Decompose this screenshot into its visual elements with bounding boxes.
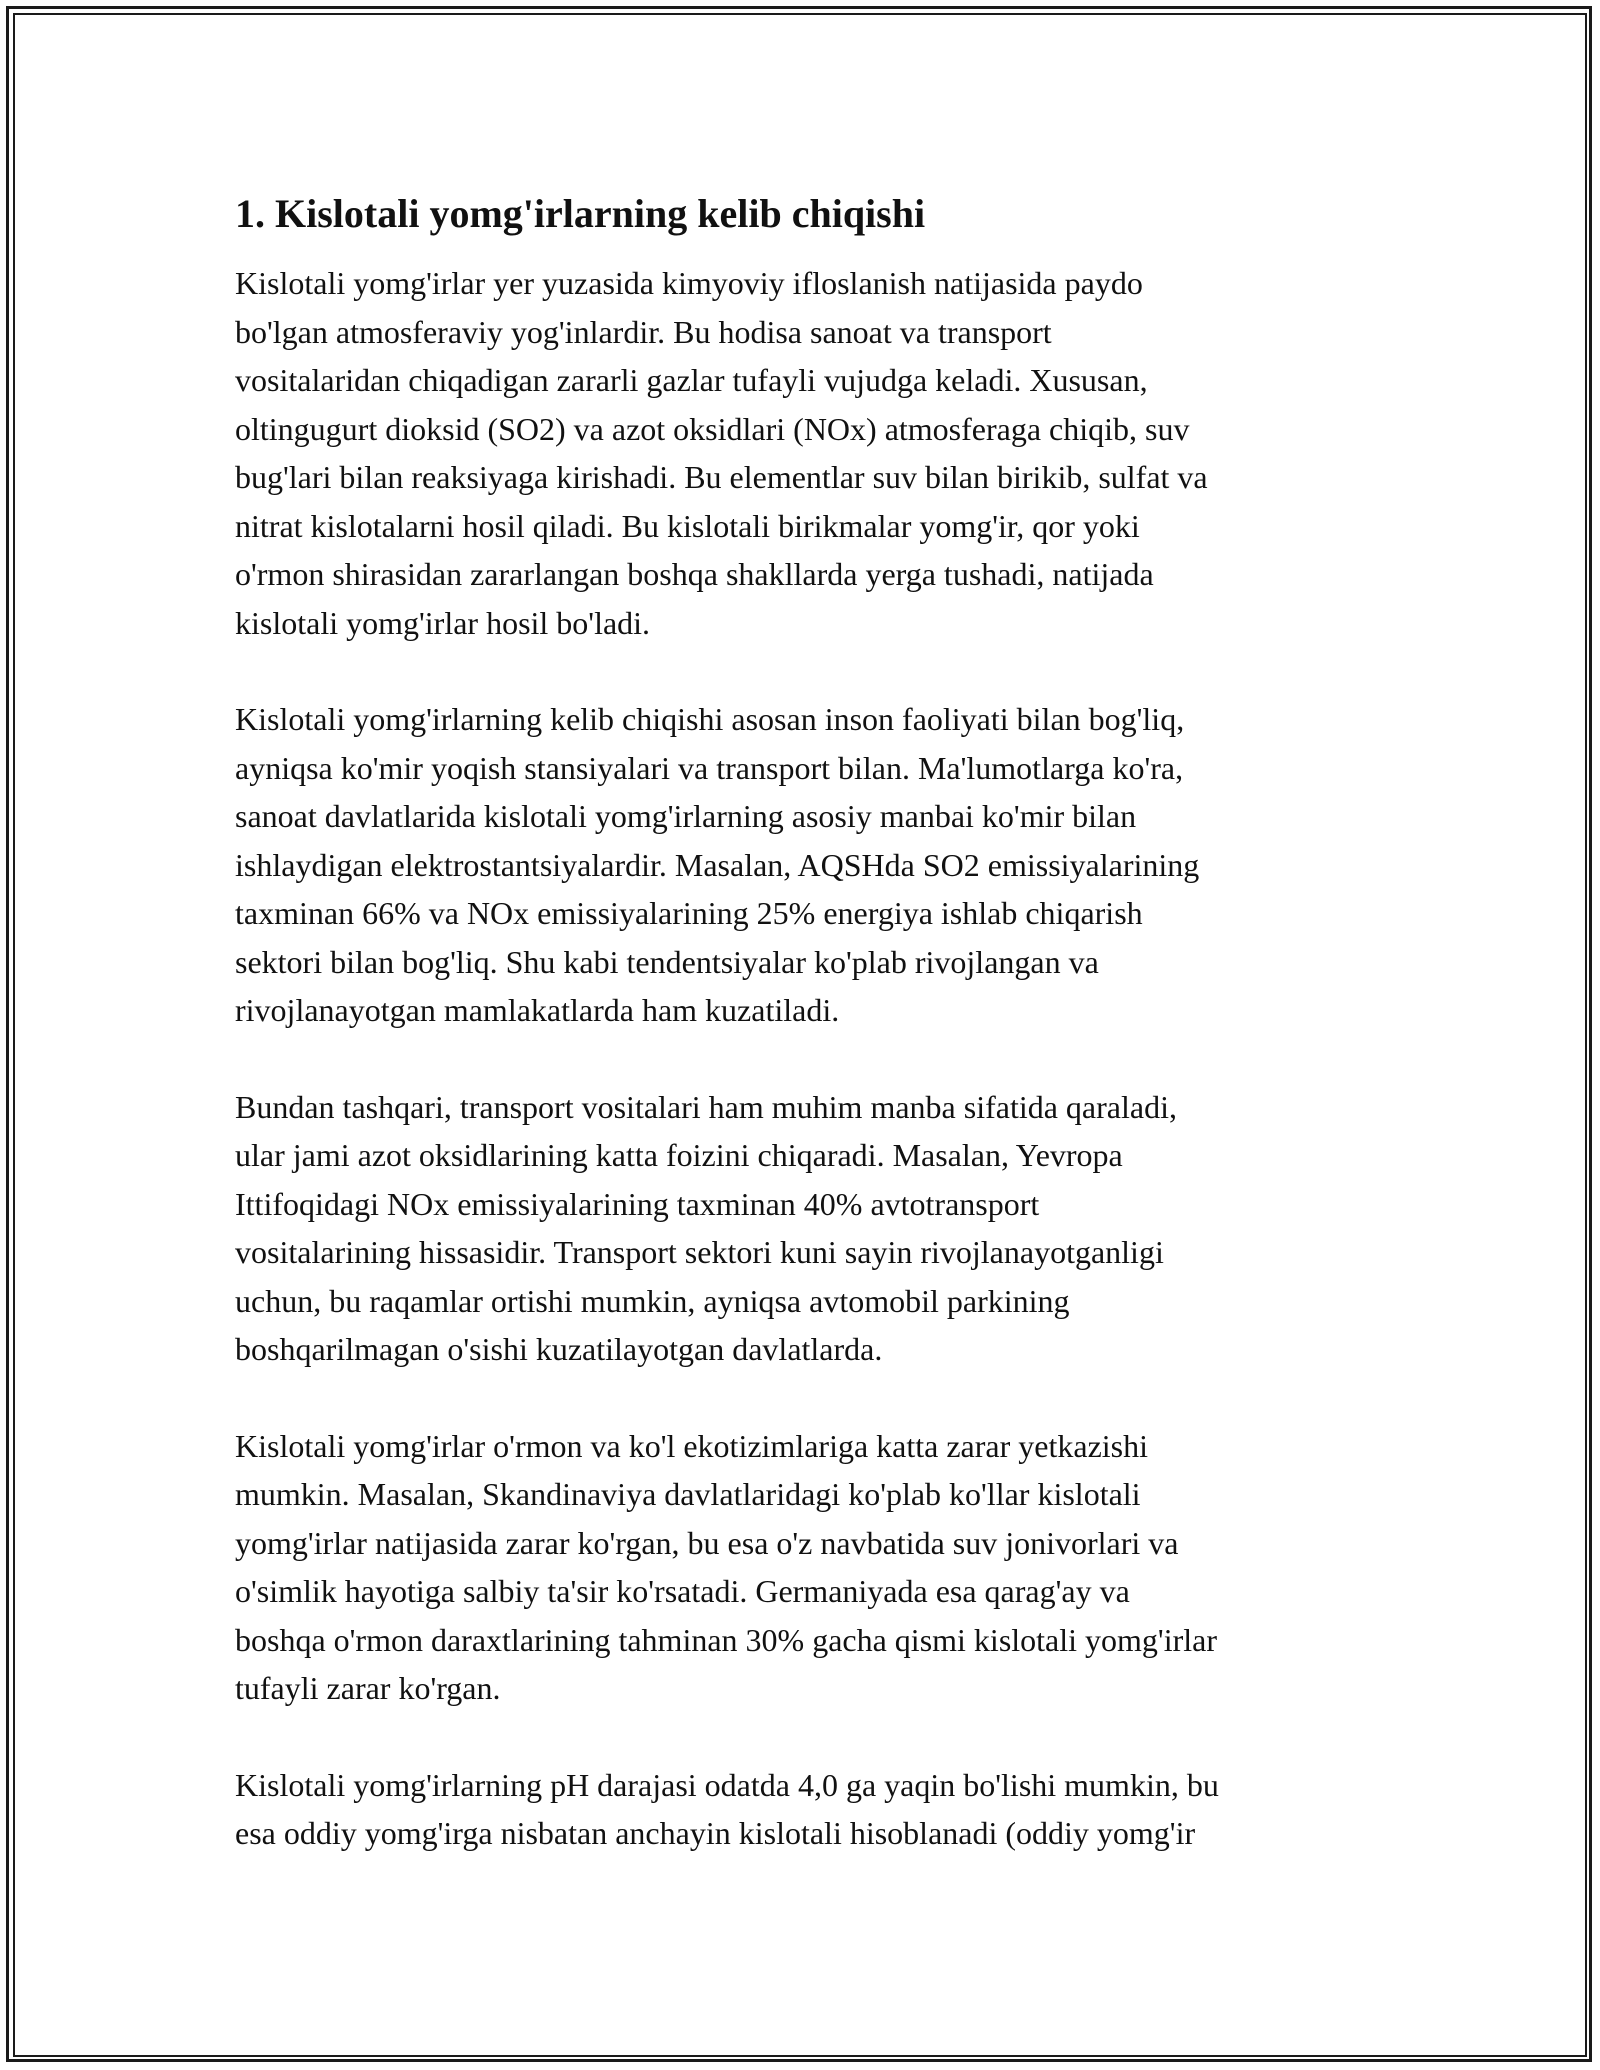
paragraph-line: boshqa o'rmon daraxtlarining tahminan 30% gacha qismi kislotali yomg'irlar xyxy=(235,1621,1217,1658)
paragraph-line: Kislotali yomg'irlar yer yuzasida kimyoviy ifloslanish natijasida paydo xyxy=(235,265,1143,301)
paragraph-line: nitrat kislotalarni hosil qiladi. Bu kislotali birikmalar yomg'ir, qor yoki xyxy=(235,507,1140,544)
paragraph-line: kislotali yomg'irlar hosil bo'ladi. xyxy=(235,604,651,641)
paragraph-line: oltingugurt dioksid (SO2) va azot oksidlari (NOx) atmosferaga chiqib, suv xyxy=(235,410,1190,447)
paragraph-line: vositalarining hissasidir. Transport sektori kuni sayin rivojlanayotganligi xyxy=(235,1234,1164,1270)
paragraph-line: Bundan tashqari, transport vositalari ham muhim manba sifatida qaraladi, xyxy=(235,1088,1177,1125)
paragraph-line: o'rmon shirasidan zararlangan boshqa shakllarda yerga tushadi, natijada xyxy=(235,556,1154,592)
paragraph-line: taxminan 66% va NOx emissiyalarining 25% energiya ishlab chiqarish xyxy=(235,895,1143,931)
paragraph-line: sanoat davlatlarida kislotali yomg'irlarning asosiy manbai ko'mir bilan xyxy=(235,798,1137,834)
paragraph-line: bug'lari bilan reaksiyaga kirishadi. Bu elementlar suv bilan birikib, sulfat va xyxy=(235,459,1208,495)
paragraph-line: yomg'irlar natijasida zarar ko'rgan, bu esa o'z navbatida suv jonivorlari va xyxy=(235,1524,1179,1561)
paragraph-line: Kislotali yomg'irlar o'rmon va ko'l ekotizimlariga katta zarar yetkazishi xyxy=(235,1427,1148,1464)
paragraph-3 xyxy=(235,1083,1375,1374)
paragraph-line: ular jami azot oksidlarining katta foizini chiqaradi. Masalan, Yevropa xyxy=(235,1137,1123,1173)
paragraph-line: mumkin. Masalan, Skandinaviya davlatlaridagi ko'plab ko'llar kislotali xyxy=(235,1476,1141,1512)
paragraph-line: uchun, bu raqamlar ortishi mumkin, ayniqsa avtomobil parkining xyxy=(235,1282,1070,1319)
paragraph-line: ishlaydigan elektrostantsiyalardir. Masalan, AQSHda SO2 emissiyalarining xyxy=(235,846,1200,883)
paragraph-line: Ittifoqidagi NOx emissiyalarining taxminan 40% avtotransport xyxy=(235,1185,1040,1222)
paragraph-line: ayniqsa ko'mir yoqish stansiyalari va transport bilan. Ma'lumotlarga ko'ra, xyxy=(235,749,1184,786)
paragraph-line: bo'lgan atmosferaviy yog'inlardir. Bu hodisa sanoat va transport xyxy=(235,313,1052,350)
paragraph-line: o'simlik hayotiga salbiy ta'sir ko'rsatadi. Germaniyada esa qarag'ay va xyxy=(235,1573,1130,1609)
paragraph-5 xyxy=(235,1761,1375,1858)
paragraph-2 xyxy=(235,695,1375,1035)
paragraph-line: boshqarilmagan o'sishi kuzatilayotgan davlatlarda. xyxy=(235,1331,883,1367)
paragraph-line: esa oddiy yomg'irga nisbatan anchayin kislotali hisoblanadi (oddiy yomg'ir xyxy=(235,1815,1196,1851)
paragraph-line: tufayli zarar ko'rgan. xyxy=(235,1670,501,1706)
paragraph-4 xyxy=(235,1422,1375,1713)
section-heading: 1. Kislotali yomg'irlarning kelib chiqishi xyxy=(235,191,926,236)
paragraph-line: Kislotali yomg'irlarning pH darajasi odatda 4,0 ga yaqin bo'lishi mumkin, bu xyxy=(235,1766,1219,1803)
paragraph-line: vositalaridan chiqadigan zararli gazlar tufayli vujudga keladi. Xususan, xyxy=(235,362,1148,398)
paragraph-line: Kislotali yomg'irlarning kelib chiqishi asosan inson faoliyati bilan bog'liq, xyxy=(235,701,1185,737)
document-body xyxy=(235,185,1375,1906)
paragraph-line: sektori bilan bog'liq. Shu kabi tendentsiyalar ko'plab rivojlangan va xyxy=(235,943,1099,980)
paragraph-line: rivojlanayotgan mamlakatlarda ham kuzatiladi. xyxy=(235,992,840,1028)
paragraph-1 xyxy=(235,259,1375,647)
